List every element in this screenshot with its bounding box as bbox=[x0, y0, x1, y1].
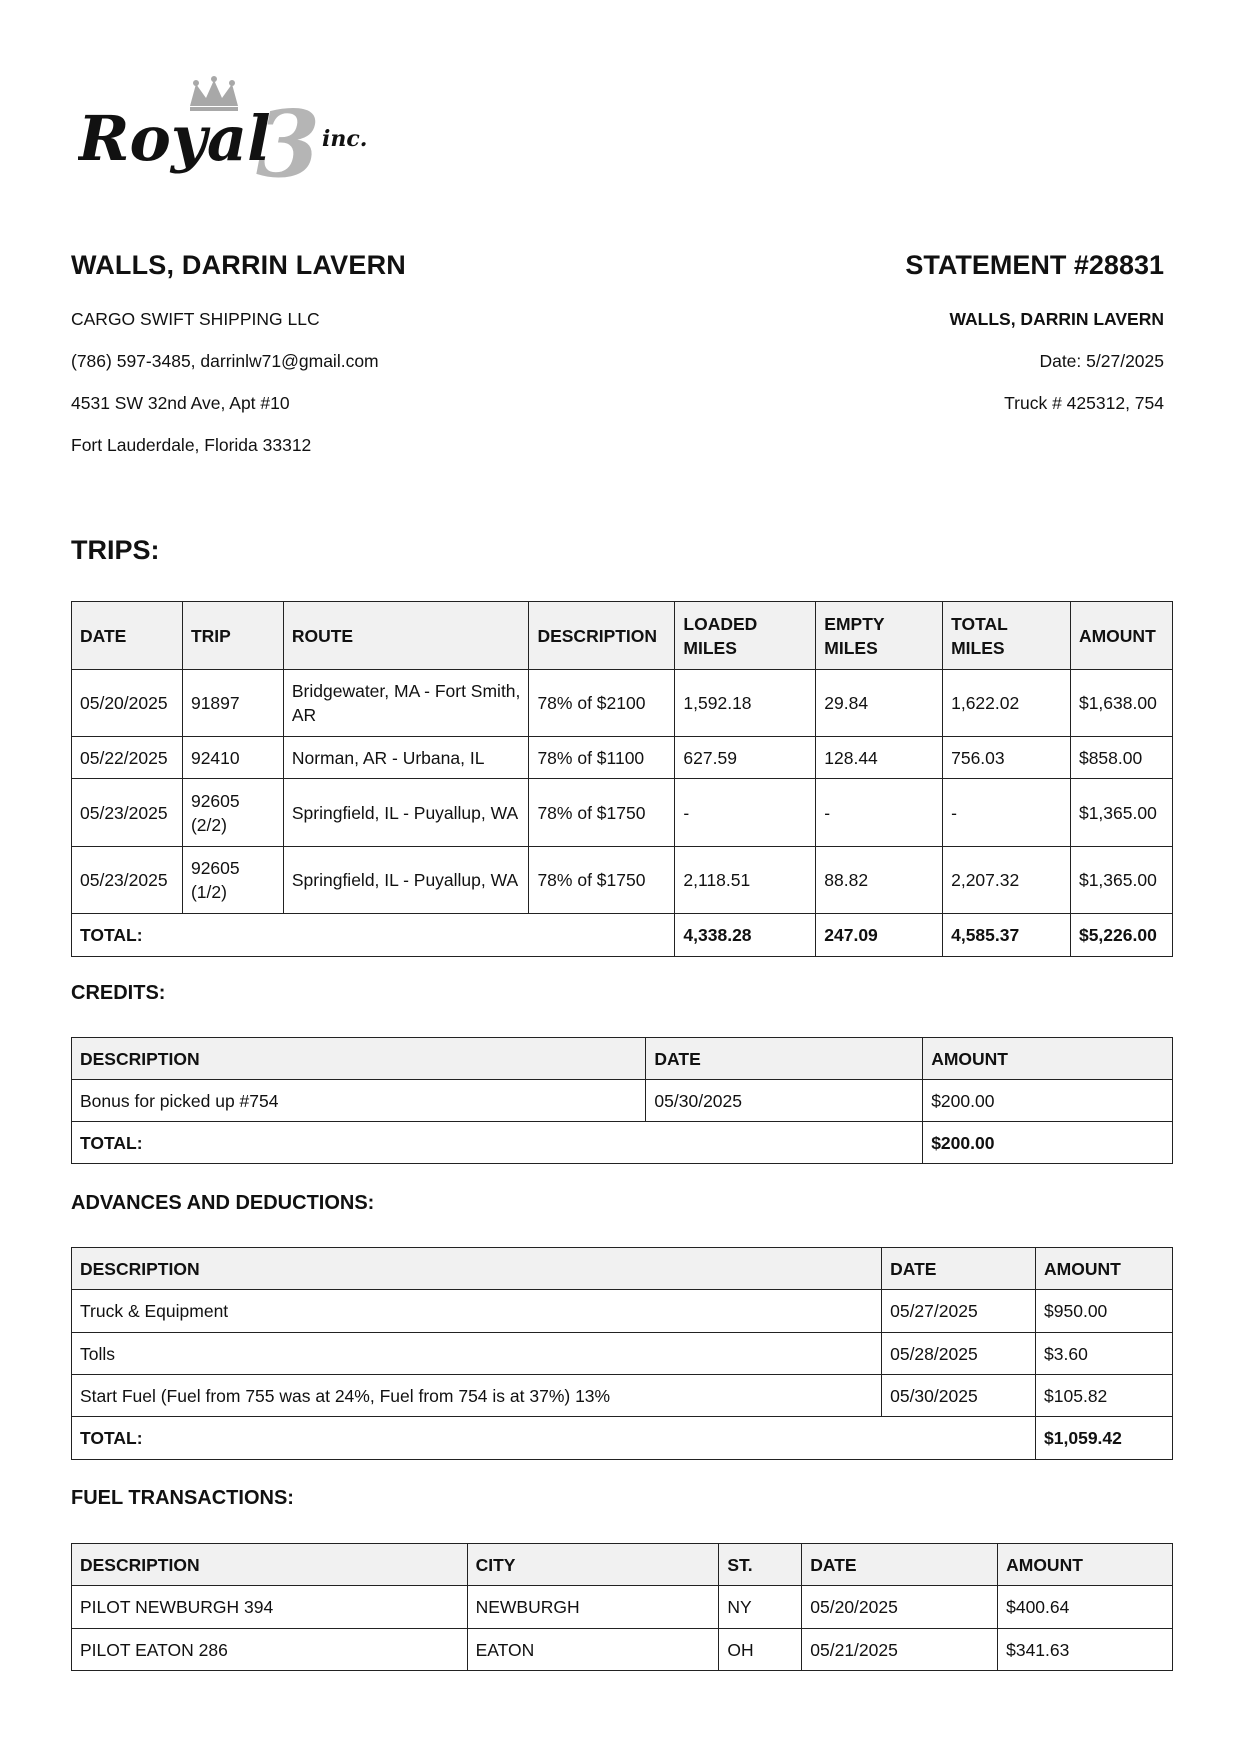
col-trip: TRIP bbox=[182, 602, 283, 670]
total-amount: $200.00 bbox=[923, 1122, 1173, 1164]
cell-loaded: - bbox=[675, 779, 816, 847]
cell-empty: - bbox=[816, 779, 943, 847]
cell-amount: $950.00 bbox=[1036, 1290, 1173, 1333]
total-amount: $5,226.00 bbox=[1070, 914, 1172, 957]
cell-amount: $3.60 bbox=[1036, 1333, 1173, 1375]
cell-city: EATON bbox=[467, 1629, 719, 1671]
cell-description: 78% of $2100 bbox=[529, 670, 675, 737]
cell-state: NY bbox=[719, 1586, 802, 1629]
cell-description: PILOT NEWBURGH 394 bbox=[72, 1586, 468, 1629]
cell-route: Springfield, IL - Puyallup, WA bbox=[283, 779, 529, 847]
cell-state: OH bbox=[719, 1629, 802, 1671]
fuel-title: FUEL TRANSACTIONS: bbox=[71, 1487, 294, 1509]
driver-company: CARGO SWIFT SHIPPING LLC bbox=[71, 309, 320, 329]
table-row bbox=[72, 1290, 1173, 1333]
cell-loaded: 1,592.18 bbox=[675, 670, 816, 737]
col-empty-miles: EMPTY MILES bbox=[816, 602, 943, 670]
col-amount: AMOUNT bbox=[998, 1544, 1173, 1586]
table-row bbox=[72, 1586, 1173, 1629]
cell-amount: $200.00 bbox=[923, 1080, 1173, 1122]
statement-info bbox=[905, 250, 1164, 456]
col-date: DATE bbox=[72, 602, 183, 670]
col-date: DATE bbox=[882, 1248, 1036, 1290]
trips-total-row bbox=[72, 914, 1173, 957]
credits-table bbox=[71, 1037, 1173, 1164]
table-row bbox=[72, 779, 1173, 847]
cell-amount: $341.63 bbox=[998, 1629, 1173, 1671]
col-date: DATE bbox=[802, 1544, 998, 1586]
total-label: TOTAL: bbox=[72, 1122, 923, 1164]
cell-empty: 29.84 bbox=[816, 670, 943, 737]
statement-driver-name: WALLS, DARRIN LAVERN bbox=[949, 309, 1164, 329]
trips-title: TRIPS: bbox=[71, 535, 160, 565]
cell-route: Norman, AR - Urbana, IL bbox=[283, 737, 529, 779]
cell-amount: $105.82 bbox=[1036, 1375, 1173, 1417]
advances-title: ADVANCES AND DEDUCTIONS: bbox=[71, 1192, 375, 1214]
cell-description: Tolls bbox=[72, 1333, 882, 1375]
cell-amount: $400.64 bbox=[998, 1586, 1173, 1629]
total-label: TOTAL: bbox=[72, 1417, 1036, 1460]
cell-route: Bridgewater, MA - Fort Smith, AR bbox=[283, 670, 529, 737]
cell-amount: $1,365.00 bbox=[1070, 779, 1172, 847]
total-label: TOTAL: bbox=[72, 914, 675, 957]
table-row bbox=[72, 1375, 1173, 1417]
col-description: DESCRIPTION bbox=[72, 1544, 468, 1586]
trips-header-row bbox=[72, 602, 1173, 670]
logo-suffix: inc. bbox=[322, 126, 368, 152]
cell-total: - bbox=[943, 779, 1071, 847]
cell-description: Truck & Equipment bbox=[72, 1290, 882, 1333]
credits-total-row bbox=[72, 1122, 1173, 1164]
cell-description: 78% of $1100 bbox=[529, 737, 675, 779]
cell-amount: $1,365.00 bbox=[1070, 847, 1172, 914]
cell-date: 05/21/2025 bbox=[802, 1629, 998, 1671]
statement-header bbox=[71, 250, 1164, 456]
cell-description: Bonus for picked up #754 bbox=[72, 1080, 646, 1122]
driver-name: WALLS, DARRIN LAVERN bbox=[71, 250, 406, 280]
table-row bbox=[72, 1080, 1173, 1122]
company-logo bbox=[78, 76, 388, 188]
advances-table bbox=[71, 1247, 1173, 1460]
cell-date: 05/30/2025 bbox=[882, 1375, 1036, 1417]
cell-date: 05/30/2025 bbox=[646, 1080, 923, 1122]
col-loaded-miles: LOADED MILES bbox=[675, 602, 816, 670]
total-empty-miles: 247.09 bbox=[816, 914, 943, 957]
col-amount: AMOUNT bbox=[923, 1038, 1173, 1080]
cell-trip: 92605 (1/2) bbox=[182, 847, 283, 914]
cell-description: 78% of $1750 bbox=[529, 779, 675, 847]
fuel-header-row bbox=[72, 1544, 1173, 1586]
col-description: DESCRIPTION bbox=[72, 1038, 646, 1080]
trips-table bbox=[71, 601, 1173, 957]
cell-empty: 88.82 bbox=[816, 847, 943, 914]
logo-numeral: 3 bbox=[256, 90, 321, 188]
statement-number: STATEMENT #28831 bbox=[905, 250, 1164, 280]
table-row bbox=[72, 1333, 1173, 1375]
cell-description: Start Fuel (Fuel from 755 was at 24%, Fuel from 754 is at 37%) 13% bbox=[72, 1375, 882, 1417]
cell-description: 78% of $1750 bbox=[529, 847, 675, 914]
cell-trip: 92410 bbox=[182, 737, 283, 779]
cell-date: 05/23/2025 bbox=[72, 779, 183, 847]
statement-date: Date: 5/27/2025 bbox=[1039, 351, 1164, 371]
cell-amount: $1,638.00 bbox=[1070, 670, 1172, 737]
credits-title: CREDITS: bbox=[71, 982, 166, 1004]
cell-date: 05/23/2025 bbox=[72, 847, 183, 914]
col-total-miles: TOTAL MILES bbox=[943, 602, 1071, 670]
col-amount: AMOUNT bbox=[1036, 1248, 1173, 1290]
royal3-logo-graphic bbox=[78, 76, 388, 188]
cell-loaded: 627.59 bbox=[675, 737, 816, 779]
cell-date: 05/22/2025 bbox=[72, 737, 183, 779]
cell-empty: 128.44 bbox=[816, 737, 943, 779]
col-amount: AMOUNT bbox=[1070, 602, 1172, 670]
cell-date: 05/20/2025 bbox=[72, 670, 183, 737]
driver-address-line1: 4531 SW 32nd Ave, Apt #10 bbox=[71, 393, 290, 413]
col-state: ST. bbox=[719, 1544, 802, 1586]
credits-header-row bbox=[72, 1038, 1173, 1080]
advances-total-row bbox=[72, 1417, 1173, 1460]
driver-info bbox=[71, 250, 406, 456]
logo-brand-text: Royal bbox=[78, 102, 271, 175]
total-miles: 4,585.37 bbox=[943, 914, 1071, 957]
table-row bbox=[72, 737, 1173, 779]
col-city: CITY bbox=[467, 1544, 719, 1586]
col-description: DESCRIPTION bbox=[72, 1248, 882, 1290]
statement-truck: Truck # 425312, 754 bbox=[1004, 393, 1164, 413]
cell-route: Springfield, IL - Puyallup, WA bbox=[283, 847, 529, 914]
cell-description: PILOT EATON 286 bbox=[72, 1629, 468, 1671]
cell-trip: 91897 bbox=[182, 670, 283, 737]
cell-loaded: 2,118.51 bbox=[675, 847, 816, 914]
cell-amount: $858.00 bbox=[1070, 737, 1172, 779]
cell-date: 05/27/2025 bbox=[882, 1290, 1036, 1333]
col-date: DATE bbox=[646, 1038, 923, 1080]
table-row bbox=[72, 670, 1173, 737]
total-loaded-miles: 4,338.28 bbox=[675, 914, 816, 957]
cell-city: NEWBURGH bbox=[467, 1586, 719, 1629]
col-route: ROUTE bbox=[283, 602, 529, 670]
cell-total: 1,622.02 bbox=[943, 670, 1071, 737]
fuel-table bbox=[71, 1543, 1173, 1671]
cell-trip: 92605 (2/2) bbox=[182, 779, 283, 847]
advances-header-row bbox=[72, 1248, 1173, 1290]
table-row bbox=[72, 1629, 1173, 1671]
col-description: DESCRIPTION bbox=[529, 602, 675, 670]
cell-total: 756.03 bbox=[943, 737, 1071, 779]
table-row bbox=[72, 847, 1173, 914]
driver-contact: (786) 597-3485, darrinlw71@gmail.com bbox=[71, 351, 379, 371]
total-amount: $1,059.42 bbox=[1036, 1417, 1173, 1460]
cell-total: 2,207.32 bbox=[943, 847, 1071, 914]
cell-date: 05/20/2025 bbox=[802, 1586, 998, 1629]
cell-date: 05/28/2025 bbox=[882, 1333, 1036, 1375]
driver-address-line2: Fort Lauderdale, Florida 33312 bbox=[71, 435, 312, 455]
